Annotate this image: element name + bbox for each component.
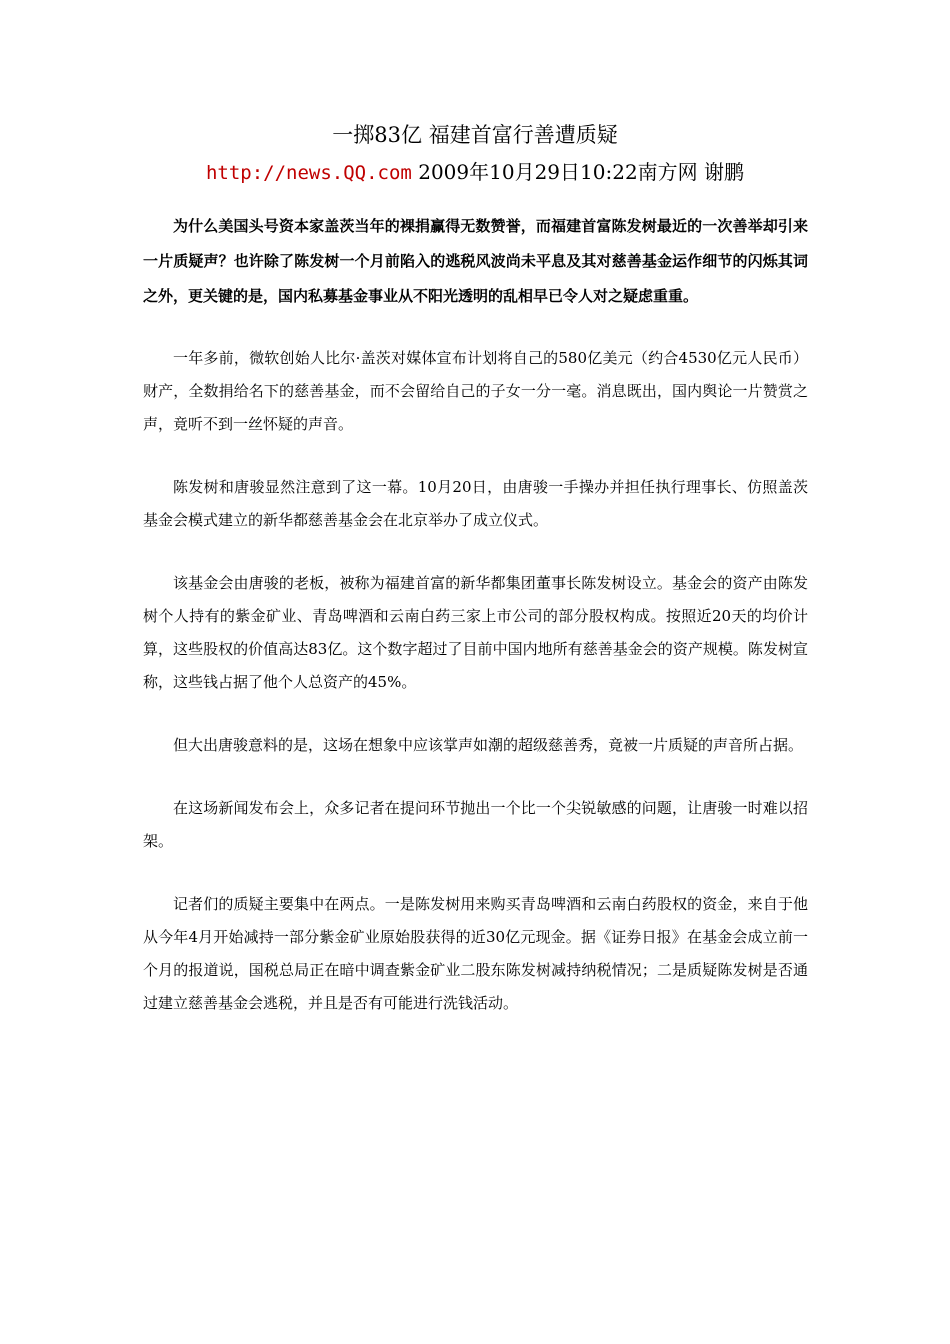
body-paragraph: 该基金会由唐骏的老板，被称为福建首富的新华都集团董事长陈发树设立。基金会的资产由陈发树个人持有的紫金矿业、青岛啤酒和云南白药三家上市公司的部分股权构成。按照近20天的均价计算，这些股权的价值高达83亿。这个数字超过了目前中国内地所有慈善基金会的资产规模。陈发树宣称，这些钱占据了他个人总资产的45%。 (143, 574, 808, 691)
body-paragraph: 但大出唐骏意料的是，这场在想象中应该掌声如潮的超级慈善秀，竟被一片质疑的声音所占据。 (173, 736, 804, 754)
source-url-link[interactable]: http://news.QQ.com (205, 162, 412, 184)
source-name: 南方网 (637, 160, 698, 184)
body-paragraph: 记者们的质疑主要集中在两点。一是陈发树用来购买青岛啤酒和云南白药股权的资金，来自于他从今年4月开始减持一部分紫金矿业原始股获得的近30亿元现金。据《证券日报》在基金会成立前一个月的报道说，国税总局正在暗中调查紫金矿业二股东陈发树减持纳税情况；二是质疑陈发树是否通过建立慈善基金会逃税，并且是否有可能进行洗钱活动。 (143, 895, 808, 1012)
body-paragraph: 一年多前，微软创始人比尔·盖茨对媒体宣布计划将自己的580亿美元（约合4530亿元人民币）财产，全数捐给名下的慈善基金，而不会留给自己的子女一分一毫。消息既出，国内舆论一片赞赏之声，竟听不到一丝怀疑的声音。 (143, 349, 808, 433)
lead-paragraph: 为什么美国头号资本家盖茨当年的裸捐赢得无数赞誉，而福建首富陈发树最近的一次善举却引来一片质疑声？也许除了陈发树一个月前陷入的逃税风波尚未平息及其对慈善基金运作细节的闪烁其词之外，更关键的是，国内私募基金事业从不阳光透明的乱相早已令人对之疑虑重重。 (143, 217, 808, 305)
article-body (143, 209, 808, 1050)
author-name: 谢鹏 (704, 160, 745, 184)
article-title: 一掷83亿 福建首富行善遭质疑 (332, 123, 618, 147)
article-byline (0, 157, 950, 188)
body-paragraph: 在这场新闻发布会上，众多记者在提问环节抛出一个比一个尖锐敏感的问题，让唐骏一时难以招架。 (143, 799, 808, 850)
publish-datetime: 2009年10月29日10:22 (418, 160, 638, 184)
body-paragraph: 陈发树和唐骏显然注意到了这一幕。10月20日，由唐骏一手操办并担任执行理事长、仿照盖茨基金会模式建立的新华都慈善基金会在北京举办了成立仪式。 (143, 478, 808, 529)
